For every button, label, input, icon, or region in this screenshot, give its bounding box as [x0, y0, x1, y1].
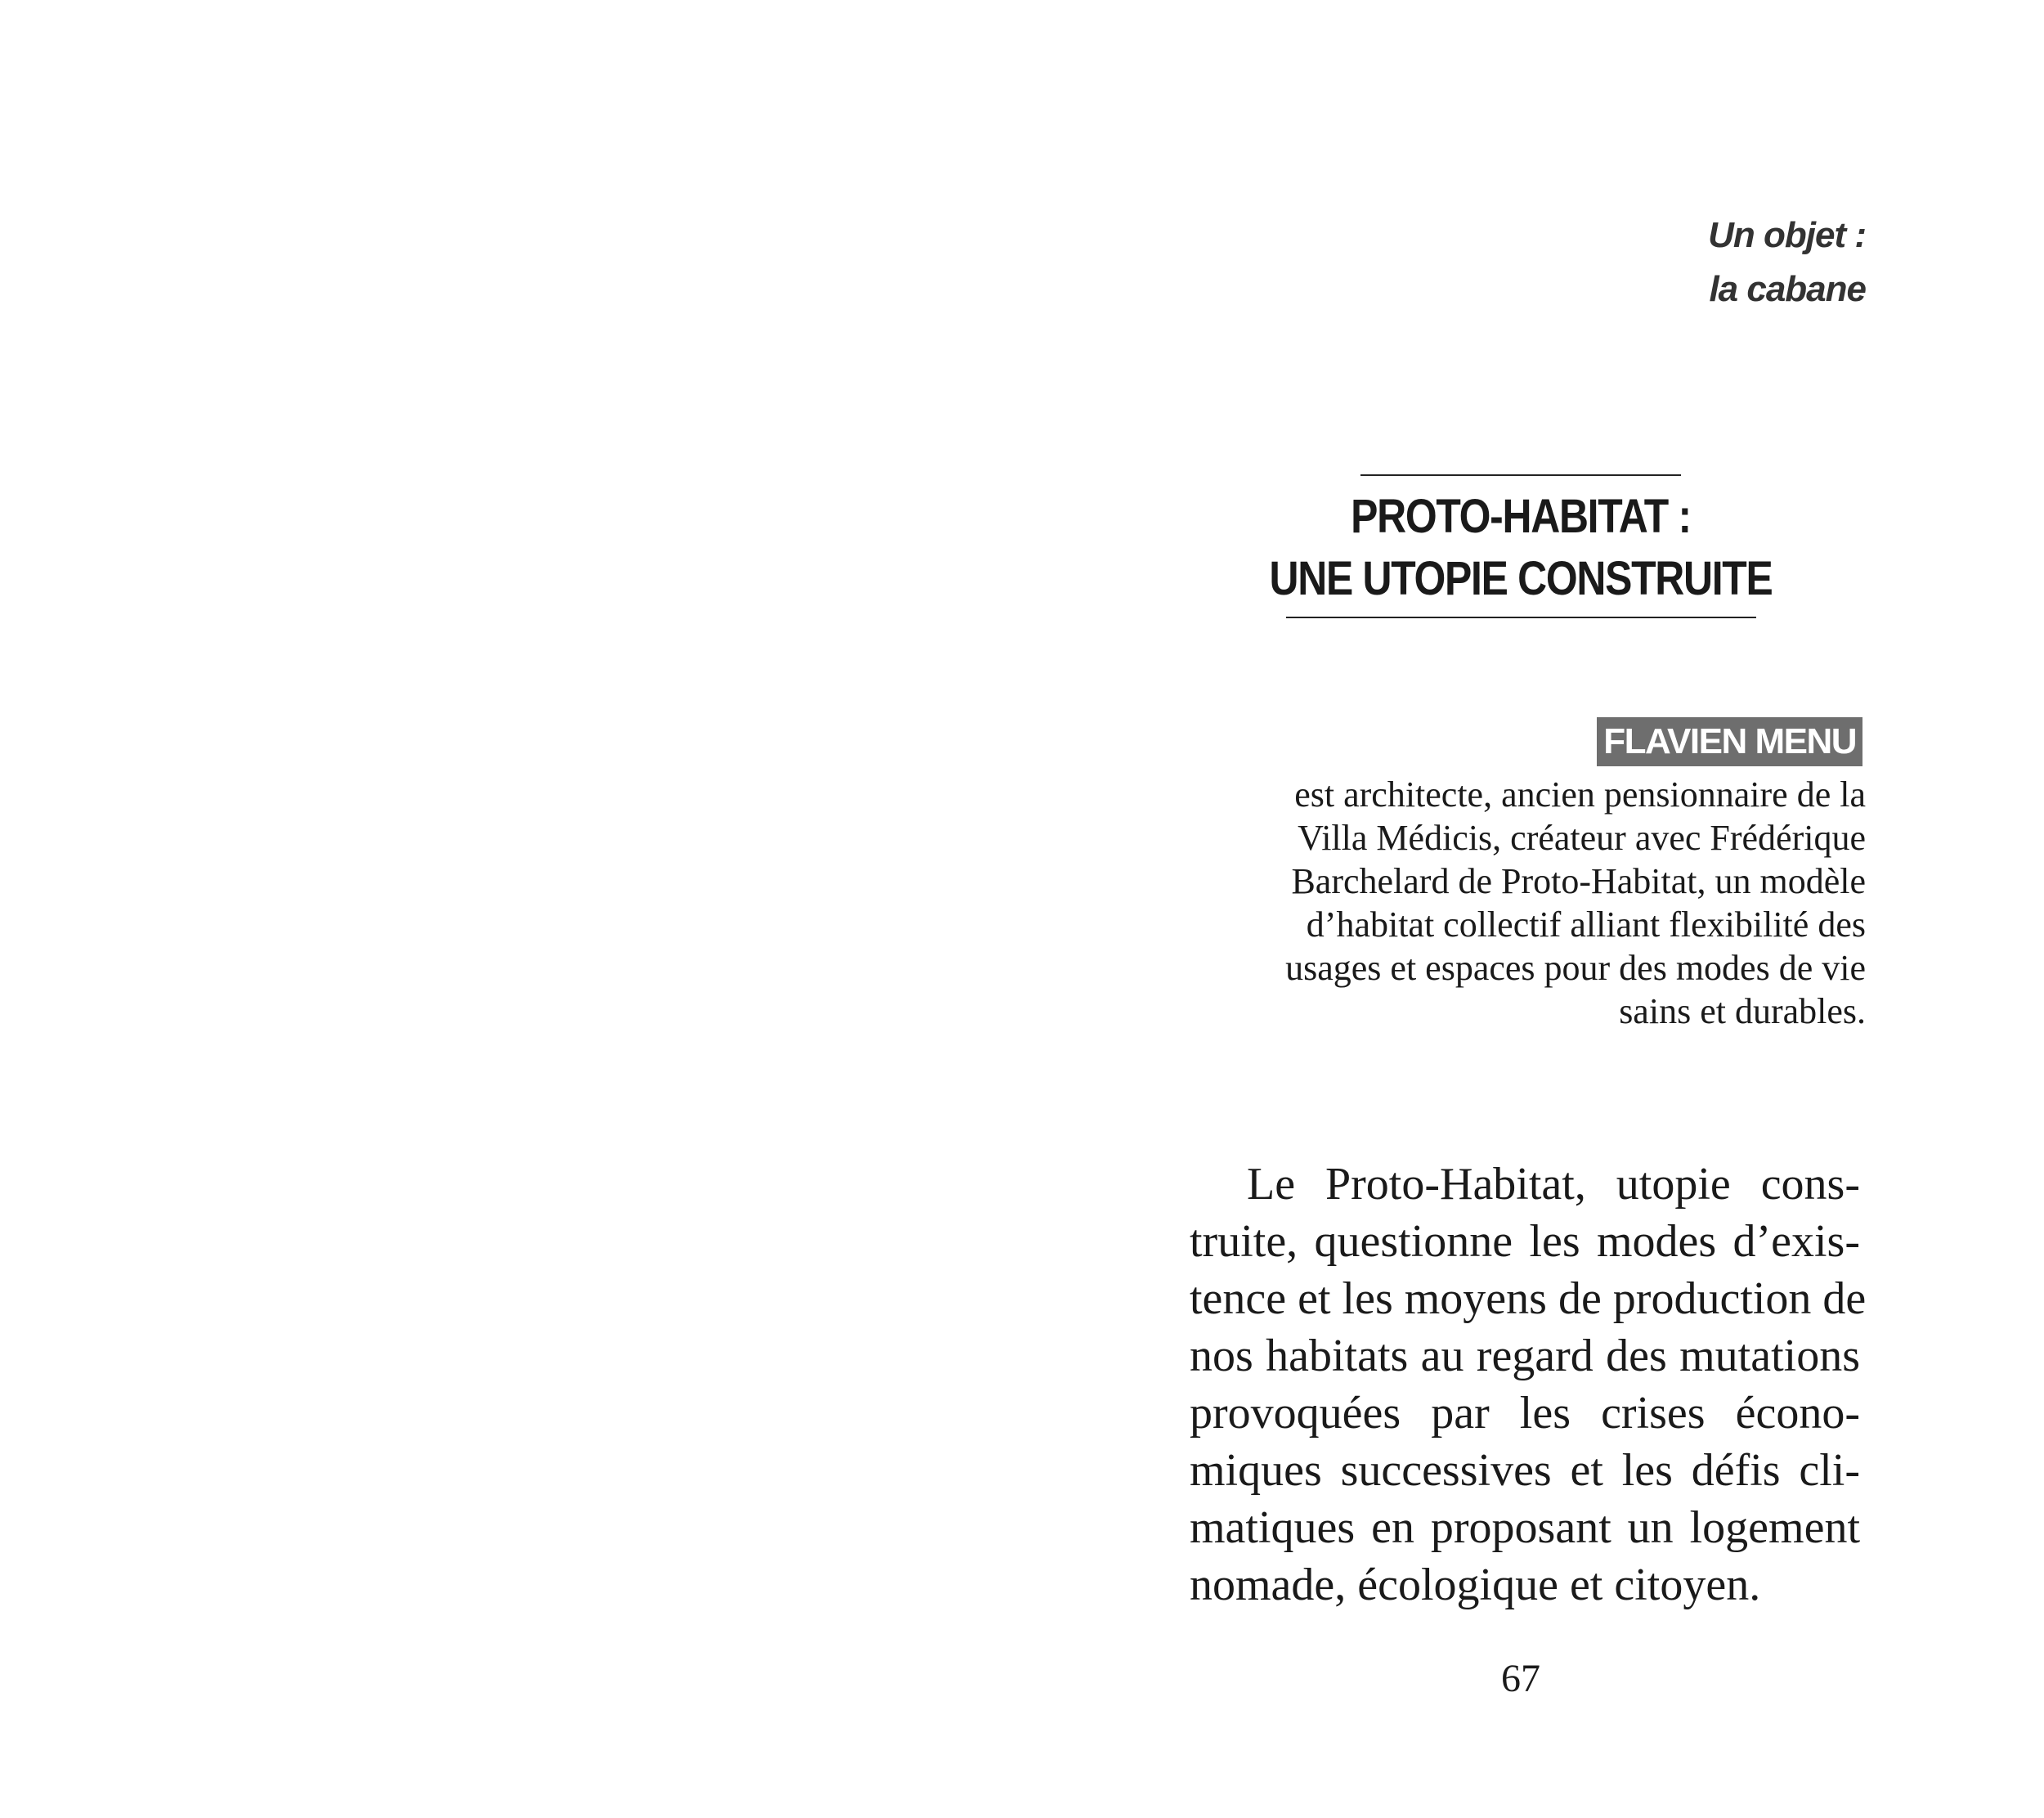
body-line: nos habitats au regard des mutations — [1190, 1331, 1860, 1381]
page-number: 67 — [1501, 1657, 1540, 1700]
section-label — [1708, 209, 1866, 316]
chapter-title-line-2: UNE UTOPIE CONSTRUITE — [1269, 552, 1773, 605]
body-line: miques successives et les défis cli- — [1190, 1445, 1860, 1496]
author-bio-line: d’habitat collectif alliant flexibilité des — [1306, 905, 1866, 945]
author-bio-line: usages et espaces pour des modes de vie — [1285, 948, 1866, 988]
author-bio — [1195, 773, 1866, 1033]
body-line: nomade, écologique et citoyen. — [1190, 1560, 1761, 1610]
body-line: provoquées par les crises écono- — [1190, 1388, 1860, 1439]
section-label-line-2: la cabane — [1709, 269, 1866, 309]
body-paragraph — [1190, 1156, 1867, 1614]
author-bio-line: est architecte, ancien pensionnaire de la — [1294, 774, 1866, 815]
author-bio-line: sains et durables. — [1619, 991, 1866, 1031]
author-bio-line: Barchelard de Proto-Habitat, un modèle — [1291, 861, 1866, 901]
title-rule-bottom — [1286, 617, 1756, 618]
author-bio-line: Villa Médicis, créateur avec Frédérique — [1298, 818, 1866, 858]
body-line: Le Proto-Habitat, utopie cons- — [1247, 1159, 1860, 1210]
body-line: truite, questionne les modes d’exis- — [1190, 1216, 1860, 1267]
author-name-badge: FLAVIEN MENU — [1597, 717, 1862, 766]
section-label-line-1: Un objet : — [1708, 215, 1866, 255]
chapter-title — [1194, 474, 1848, 618]
title-rule-top — [1360, 474, 1681, 476]
body-line: matiques en proposant un logement — [1190, 1502, 1860, 1553]
body-line: tence et les moyens de production de — [1190, 1273, 1867, 1324]
chapter-title-line-1: PROTO-HABITAT : — [1351, 490, 1691, 543]
